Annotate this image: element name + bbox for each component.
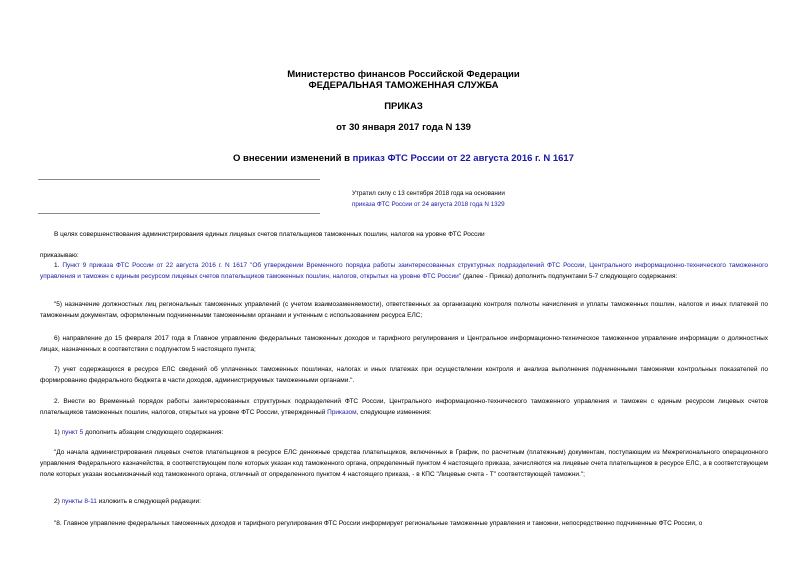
- change-1-quote-text: "До начала администрирования лицевых счетов плательщиков в ресурсе ЕЛС денежные средства плательщиков, включенных в График, по расчетным (платежным) документам, поступающим из Межрегионального операционного управления Федерального казначейства, в соответствующем поле которых указан код таможенного органа, определенный пунктом 4 настоящего приказа, зачисляются на лицевые счета плательщиков в ресурсе ЕЛС, а в соответствующем поле которых указан восьмизначный код таможенного органа, отличный от определенного пунктом 4 настоящего приказа, - в КПС "Лицевые счета - Т" соответствующей таможни.";: [40, 449, 768, 478]
- status-note-line: Утратил силу с 13 сентября 2018 года на основании: [352, 190, 505, 197]
- change-1: [40, 427, 768, 438]
- preamble-text: В целях совершенствования администрирования единых лицевых счетов плательщиков таможенных пошлин, налогов на уровне ФТС России: [54, 231, 485, 238]
- change-1-prefix: 1): [54, 429, 62, 436]
- status-note-link-line: [352, 199, 505, 210]
- service-name: ФЕДЕРАЛЬНАЯ ТАМОЖЕННАЯ СЛУЖБА: [308, 80, 499, 91]
- order-word: приказываю:: [40, 252, 79, 259]
- document-type: ПРИКАЗ: [384, 101, 423, 112]
- paragraph-8-text: "8. Главное управление федеральных таможенных доходов и тарифного регулирования ФТС России информирует региональные таможенные управления и таможни, непосредственно подчиненные ФТС России, о: [54, 520, 703, 527]
- item-1-link[interactable]: Пункт 9 приказа ФТС России от 22 августа 2016 г. N 1617 "Об утверждении Временного порядка работы заинтересованных структурных подразделений ФТС России, Центрального информационно-технического таможенного управления и таможен с единым ресурсом лицевых счетов плательщиков таможенных пошлин, налогов, открытых на уровне ФТС России": [40, 262, 768, 280]
- subitem-7-text: 7) учет содержащихся в ресурсе ЕЛС сведений об уплаченных таможенных пошлинах, налогах и иных платежах при осуществлении контроля и анализа выполнения подчиненными таможнями контрольных показателей по формированию федерального бюджета в части доходов, администрируемых таможенными органами.".: [40, 366, 768, 384]
- ministry-name: Министерство финансов Российской Федерации: [287, 69, 520, 80]
- divider-top: [38, 179, 320, 180]
- item-2-prefix: 2. Внести во Временный порядок работы заинтересованных структурных подразделений ФТС России, Центрального информационно-технического таможенного управления и таможен с единым ресурсом лицевых счетов плательщиков таможенных пошлин, налогов, открытых на уровне ФТС России, утвержденный: [40, 398, 768, 416]
- subitem-6: [40, 333, 768, 355]
- item-2-suffix: , следующие изменения:: [356, 409, 432, 416]
- title-link-order-1617[interactable]: приказ ФТС России от 22 августа 2016 г. N 1617: [352, 153, 574, 164]
- paragraph-8: [40, 518, 768, 529]
- item-1-prefix: 1.: [54, 262, 63, 269]
- subitem-5-text: "5) назначение должностных лиц региональных таможенных управлений (с учетом взаимозаменяемости), ответственных за организацию контроля полноты начисления и уплаты таможенных пошлин, налогов и иных платежей по таможенным документам, оформленным подчиненными таможенными органами и учтенным с использованием ресурса ЕЛС;: [40, 301, 768, 319]
- item-1: [40, 260, 768, 282]
- change-2-prefix: 2): [54, 498, 62, 505]
- change-2: [40, 496, 768, 507]
- subitem-7: [40, 364, 768, 386]
- status-note-link[interactable]: приказа ФТС России от 24 августа 2018 года N 1329: [352, 201, 505, 208]
- item-2: [40, 396, 768, 418]
- change-1-suffix: дополнить абзацем следующего содержания:: [83, 429, 224, 436]
- subitem-5: [40, 299, 768, 321]
- change-2-suffix: изложить в следующей редакции:: [96, 498, 201, 505]
- subitem-6-text: 6) направление до 15 февраля 2017 года в Главное управление федеральных таможенных доходов и тарифного регулирования и Центральное информационно-техническое таможенное управление информации о должностных лицах, назначенных в соответствии с подпунктом 5 настоящего пункта;: [40, 335, 768, 353]
- divider-bottom: [38, 213, 320, 214]
- item-2-link[interactable]: Приказом: [327, 409, 357, 416]
- preamble: [40, 229, 768, 240]
- title-prefix: О внесении изменений в: [233, 153, 353, 164]
- document-title: [0, 153, 807, 164]
- change-1-quote: [40, 447, 768, 480]
- item-1-suffix: (далее - Приказ) дополнить подпунктами 5-7 следующего содержания:: [461, 273, 678, 280]
- document-date-number: от 30 января 2017 года N 139: [336, 122, 471, 133]
- change-2-link[interactable]: пункты 8-11: [61, 498, 97, 505]
- change-1-link[interactable]: пункт 5: [61, 429, 84, 436]
